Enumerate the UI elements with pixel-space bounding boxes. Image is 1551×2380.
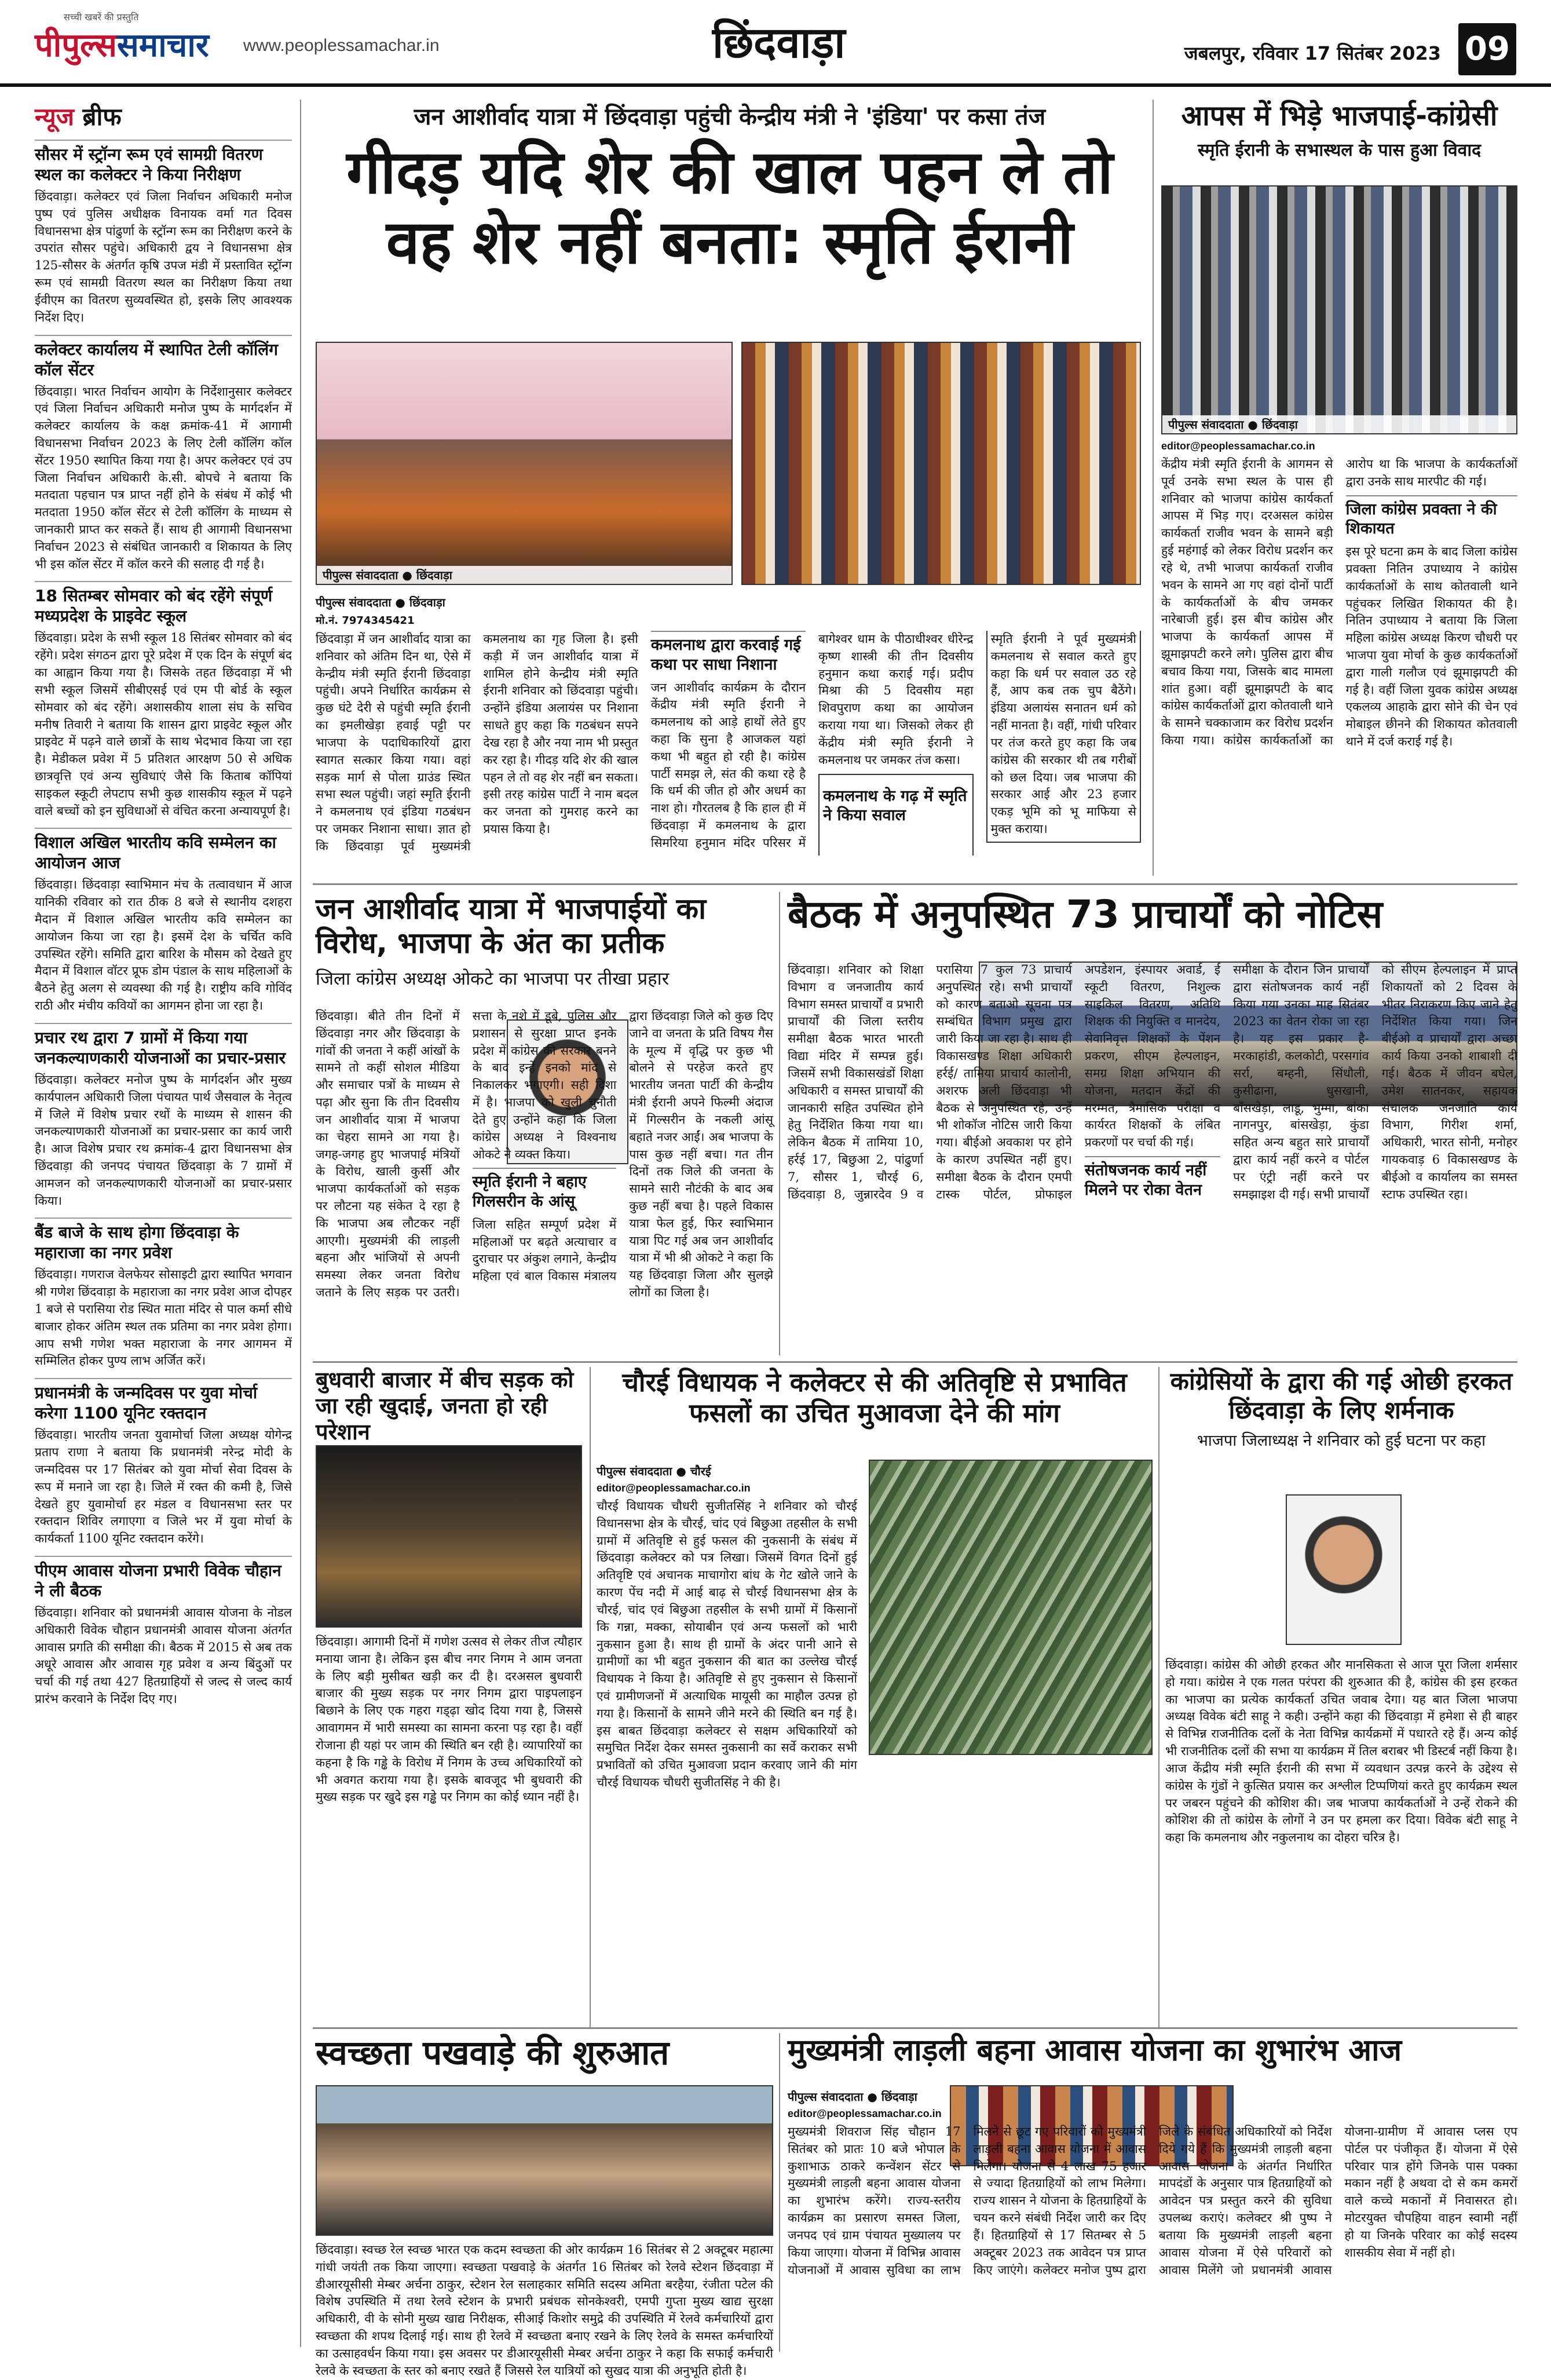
crops-email[interactable]: editor@peoplessamachar.co.in [597,1482,751,1494]
brief-title: कलेक्टर कार्यालय में स्थापित टेली कॉलिंग कॉल सेंटर [35,335,292,380]
road-photo [316,1445,582,1628]
protest-story-text [316,1008,773,1355]
notice-body-2: समीक्षा के दौरान जिन प्राचार्यों द्वारा संतोषजनक कार्य नहीं किया गया उनका माह सितंबर 2023 का वेतन रोका जा रहा है। यह इस प्रकार है- मरकाहांडी, कलकोटी, परसगांव सर्रा, बम्हनी, सिंधौली, कुसीढाना, धुसखानी, बाँसखेड़ा, लाडू, भुम्मा, बांका नागनपुर, बांसखेड़ा, कुंडा सहित अन्य बहुत सारे प्राचार्यों द्वारा कार्य नहीं करने व पोर्टल पर एंट्री नहीं करने पर समझाइश दी गई। सभी प्राचार्यों को सीएम हेल्पलाइन में प्राप्त शिकायतों को 2 दिवस के भीतर निराकरण किए जाने हेतु निर्देशित किया गया। जिन बीईओ व प्राचार्यों द्वारा अच्छा कार्य किया उनको शाबाशी दी गई। बैठक में जीवन बघेल, उमेश सातनकर, सहायक संचालक जनजाति कार्य विभाग, गिरीश शर्मा, अधिकारी, भारत सोनी, मनोहर गायकवाड़ 6 विकासखण्ड के बीईओ व कार्यालय का समस्त स्टाफ उपस्थित रहा। [1233,963,1517,1201]
brief-body: छिंदवाड़ा। गणराज वेलफेयर सोसाइटी द्वारा स्थापित भगवान श्री गणेश छिंदवाड़ा के महाराजा का नगर प्रवेश आज दोपहर 1 बजे से परासिया रोड स्थित माता मंदिर से पाल कर्मा सीधे बाजार होकर अंतिम स्थल तक प्रतिमा का नगर प्रवेश होगा। आप सभी गणेश भक्त महाराजा के नगर आगमन में सम्मिलित होकर पुण्य लाभ अर्जित करें। [35,1267,292,1368]
housing-story-text [788,2085,1517,2352]
news-brief-column [35,100,301,2347]
clash-subhead: जिला कांग्रेस प्रवक्ता ने की शिकायत [1346,495,1518,539]
swachhta-story[interactable] [316,2033,773,2085]
protest-subheadline: जिला कांग्रेस अध्यक्ष ओकटे का भाजपा पर तीखा प्रहार [316,968,670,989]
clash-email[interactable]: editor@peoplessamachar.co.in [1161,440,1315,452]
brief-item[interactable] [35,140,292,327]
column-divider [590,1367,591,2027]
brief-item[interactable] [35,1378,292,1548]
brief-body: छिंदवाड़ा। छिंदवाड़ा स्वाभिमान मंच के तत्वावधान में आज यानिकी रविवार को रात ठीक 8 बजे से स्थानीय दशहरा मैदान में विशाल अखिल भारतीय कवि सम्मेलन का आयोजन किया जा रहा है। इसमें देश के चर्चित कवि उपस्थित रहेंगे। समिति द्वारा बारिश के मौसम को देखते हुए मैदान में विशाल वॉटर प्रूफ डोम पंडाल के साथ महिलाओं के बैठने हेतु अलग से व्यवस्था की गई है। राष्ट्रीय कवि गोविंद राठी और मंचीय कवियों का आगमन होना जा रहा है। [35,878,292,1013]
photo-caption: पीपुल्स संवाददाता ● छिंदवाड़ा [317,566,731,584]
news-brief-heading [35,100,292,133]
swachhta-headline: स्वच्छता पखवाड़े की शुरुआत [316,2033,670,2072]
brief-body: छिंदवाड़ा। कलेक्टर मनोज पुष्प के मार्गदर्शन और मुख्य कार्यपालन अधिकारी जिला पंचायत पार्थ जैसवाल के नेतृत्व में जिले में विशेष प्रचार रथों के माध्यम से शासन की जनकल्याणकारी योजनाओं का प्रचार-प्रसार का कार्य जारी है। आज विशेष प्रचार रथ क्रमांक-4 द्वारा विधानसभा क्षेत्र छिंदवाड़ा की जनपद पंचायत छिंदवाड़ा के 7 ग्रामों में आमजन को जनकल्याणकारी योजनाओं का प्रचार-प्रसार किया। [35,1072,292,1208]
clash-photo [1161,185,1517,434]
protest-columns [316,1008,773,1350]
column-divider [779,2033,780,2352]
housing-columns [788,2123,1517,2349]
clash-body: केंद्रीय मंत्री स्मृति ईरानी के आगमन से पूर्व उनके सभा स्थल के पास ही शनिवार को भाजपा कांग्रेस कार्यकर्ता आपस में भिड़ गए। दरअसल कांग्रेस कार्यकर्ता राजीव भवन के सामने बड़ी हुई महंगाई को लेकर विरोध प्रदर्शन कर रहे थे, तभी भाजपा कार्यकर्ता राजीव भवन के सामने आ गए वहां दोनों पार्टी के कार्यकर्ताओं के बीच जमकर नारेबाजी हुई। इस बीच कांग्रेस और भाजपा के कार्यकर्ता आपस में झूमाझपटी करने लगे। पुलिस द्वारा बीच बचाव किया गया, जिसके बाद मामला शांत हुआ। वहीं झूमाझपटी के बाद कांग्रेस कार्यकर्ताओं द्वारा कोतवाली थाने के सामने चक्काजाम कर विरोध प्रदर्शन किया गया। कांग्रेस कार्यकर्ताओं का आरोप था कि भाजपा के कार्यकर्ताओं द्वारा उनके साथ मारपीट की गई। [1161,457,1517,747]
shameful-story[interactable] [1165,1367,1517,1483]
notice-story-text [788,961,1517,1355]
crops-story[interactable] [597,1367,1153,1460]
shameful-story-text [1165,1657,1517,2027]
lead-headline: गीदड़ यदि शेर की खाल पहन ले तो वह शेर नहीं बनता: स्मृति ईरानी [346,137,1113,277]
clash-headline: आपस में भिड़े भाजपाई-कांग्रेसी [1181,100,1498,132]
brief-body: छिंदवाड़ा। भारत निर्वाचन आयोग के निर्देशानुसार कलेक्टर एवं जिला निर्वाचन अधिकारी मनोज पुष्प के मार्गदर्शन में कलेक्टर कार्यालय के कक्ष क्रमांक-41 में आगामी विधानसभा निर्वाचन 2023 के लिए टेली कॉलिंग कॉल सेंटर 1950 स्थापित किया गया है। अपर कलेक्टर एवं उप जिला निर्वाचन अधिकारी के.सी. बोपचे ने बताया कि मतदाता पहचान पत्र प्राप्त नहीं होने के संबंध में कोई भी मतदाता 1950 कॉल सेंटर से टेली कॉलिंग के माध्यम से जानकारी प्राप्त कर सकते हैं। साथ ही आगामी विधानसभा निर्वाचन 2023 से संबंधित जानकारी व शिकायत के लिए भी इस कॉल सेंटर में कॉल करने की सलाह दी गई है। [35,384,292,571]
swachhta-story-text [316,2242,773,2378]
brief-title: प्रधानमंत्री के जन्मदिवस पर युवा मोर्चा करेगा 1100 यूनिट रक्तदान [35,1378,292,1423]
crops-byline: पीपुल्स संवाददाता ● चौरई [597,1464,711,1478]
crops-headline: चौरई विधायक ने कलेक्टर से की अतिवृष्टि से प्रभावित फसलों का उचित मुआवजा देने की मांग [622,1367,1127,1429]
masthead-tagline: सच्ची खबरें की प्रस्तुति [64,12,139,23]
brief-title: सौसर में स्ट्रॉन्ग रूम एवं सामग्री वितरण स्थल का कलेक्टर ने किया निरीक्षण [35,140,292,185]
shameful-headline: कांग्रेसियों के द्वारा की गई ओछी हरकत छिंदवाड़ा के लिए शर्मनाक [1170,1367,1513,1424]
lead-byline: पीपुल्स संवाददाता ● छिंदवाड़ा [316,595,445,609]
logo-part-1: पीपुल्स [35,27,117,64]
clash-subheadline: स्मृति ईरानी के सभास्थल के पास हुआ विवाद [1197,140,1482,160]
column-divider [779,892,780,1355]
section-divider [313,2027,1517,2029]
lead-crowd-photo [741,342,1141,585]
lead-subhead: कमलनाथ द्वारा करवाई गई कथा पर साधा निशाना [651,631,806,675]
road-headline: बुधवारी बाजार में बीच सड़क को जा रही खुदाई, जनता हो रही परेशान [316,1367,574,1445]
news-brief-heading-black: ब्रीफ [74,103,122,131]
lead-phone: मो.नं. 7974345421 [316,615,415,627]
road-story-text [316,1633,582,1993]
housing-body: मुख्यमंत्री शिवराज सिंह चौहान 17 सितंबर को प्रातः 10 बजे भोपाल के कुशाभाऊ ठाकरे कन्वेंशन सेंटर से मुख्यमंत्री लाड़ली बहना आवास योजना का शुभारंभ करेंगे। राज्य-स्तरीय कार्यक्रम का प्रसारण समस्त जिला, जनपद एवं ग्राम पंचायत मुख्यालय पर किया जाएगा। योजना में विभिन्न आवास योजनाओं में आवास सुविधा का लाभ मिलने से छूट गए परिवारों को मुख्यमंत्री लाड़ली बहना आवास योजना में आवास मिलेगा। योजना से 4 लाख 75 हजार से ज्यादा हितग्राहियों को लाभ मिलेगा। राज्य शासन ने योजना के हितग्राहियों के चयन करने संबंधी निर्देश जारी कर दिए हैं। हितग्राहियों से 17 सितम्बर से 5 अक्टूबर 2023 तक आवेदन पत्र प्राप्त किए जाएंगे। कलेक्टर मनोज पुष्प द्वारा जिले के संबंधित अधिकारियों को निर्देश दिये गये हैं कि मुख्यमंत्री लाड़ली बहना आवास योजना के अंतर्गत निर्धारित मापदंडों के अनुसार पात्र हितग्राहियों को आवेदन पत्र प्रस्तुत करने की सुविधा उपलब्ध कराएं। कलेक्टर श्री पुष्प ने बताया कि मुख्यमंत्री लाड़ली बहना आवास योजना में ऐसे परिवारों को आवास मिलेंगे जो प्रधानमंत्री आवास योजना-ग्रामीण में आवास प्लस एप पोर्टल पर पंजीकृत हैं। योजना में ऐसे परिवार पात्र होंगे जिनके पास पक्का मकान नहीं है अथवा दो से कम कमरों वाले कच्चे मकानों में निवासरत हो। मोटरयुक्त चौपहिया वाहन स्वामी नहीं हो या जिनके परिवार का कोई सदस्य शासकीय सेवा में नहीं हो। [788,2125,1517,2277]
crops-story-text [597,1460,1153,2016]
brief-body: छिंदवाड़ा। कलेक्टर एवं जिला निर्वाचन अधिकारी मनोज पुष्प एवं पुलिस अधीक्षक विनायक वर्मा गत दिवस विधानसभा क्षेत्र पांढुर्णा के स्ट्रॉन्ग रूम का निरीक्षण करने के उपरांत सौसर पहुंचे। अधिकारी द्वय ने विधानसभा क्षेत्र 125-सौसर के अंतर्गत कृषि उपज मंडी में प्रस्तावित स्ट्रॉन्ग रूम एवं सामग्री वितरण स्थल का निरीक्षण किया तथा ईवीएम का वितरण सुव्यवस्थित हो, इसके लिए आवश्यक निर्देश दिए। [35,189,292,324]
shameful-body: छिंदवाड़ा। कांग्रेस की ओछी हरकत और मानसिकता से आज पूरा जिला शर्मसार हो गया। कांग्रेस ने एक गलत परंपरा की शुरुआत की है, कांग्रेस की इस हरकत का भाजपा का प्रत्येक कार्यकर्ता उचित जवाब देगा। यह बात जिला भाजपा अध्यक्ष विवेक बंटी साहू ने कही। उन्होंने कहा की छिंदवाड़ा में हमेशा से ही बाहर से विभिन्न राजनीतिक दलों के नेता विभिन्न कार्यक्रमों में पधारते रहे हैं। अन्य कोई भी राजनीतिक दलों की सभा या कार्यक्रम में तिल बराबर भी डिस्टर्ब नहीं किया है। आज केंद्रीय मंत्री स्मृति ईरानी की सभा में व्यवधान उत्पन्न करने के उद्देश्य से कांग्रेस के गुंडों ने कुत्सित प्रयास कर अश्लील टिप्पणियां करते हुए कार्यक्रम स्थल पर जबरन पहुंचने की कोशिश की। जब भाजपा कार्यकर्ताओं ने उन्हें रोकने की कोशिश की तो कांग्रेस के लोगों ने उन पर हमला कर दिया। विवेक बंटी साहू ने कहा कि कमलनाथ और नकुलनाथ का दोहरा चरित्र है। [1165,1658,1517,1845]
edition-city: छिंदवाड़ा [712,18,846,68]
lead-kicker: जन आशीर्वाद यात्रा में छिंदवाड़ा पहुंची केन्द्रीय मंत्री ने 'इंडिया' पर कसा तंज [414,104,1046,130]
lead-body-2: जन आशीर्वाद कार्यक्रम के दौरान केंद्रीय मंत्री स्मृति ईरानी ने कमलनाथ को आड़े हाथों लेते हुए कहा कि सुना है आजकल यहां कथा भी बहुत हो रही है। कांग्रेस पार्टी समझ ले, संत की कथा रहे है कि धर्म की जीत हो और अधर्म का नाश हो। गौरतलब है कि हाल ही में छिंदवाड़ा में कमलनाथ के द्वारा सिमरिया हनुमान मंदिर परिसर में बागेश्वर धाम के पीठाधीश्वर धीरेन्द्र कृष्ण शास्त्री की तीन दिवसीय हनुमान कथा कराई गई। प्रदीप मिश्रा की 5 दिवसीय महा शिवपुराण कथा का आयोजन कराया गया था। जिसको लेकर ही केंद्रीय मंत्री स्मृति ईरानी ने कमलनाथ पर जमकर तंज कसा। [650,632,974,850]
notice-subhead: संतोषजनक कार्य नहीं मिलने पर रोका वेतन [1085,1156,1220,1200]
masthead [0,0,1551,87]
newspaper-logo[interactable] [35,22,209,66]
brief-item[interactable] [35,828,292,1015]
brief-body: छिंदवाड़ा। भारतीय जनता युवामोर्चा जिला अध्यक्ष योगेन्द्र प्रताप राणा ने बताया कि प्रधानमंत्री नरेन्द्र मोदी के जन्मदिवस पर 17 सितंबर को युवा मोर्चा सेवा दिवस के रूप में मनाने जा रहा है। जिले में रक्त की कमी है, जिसे देखते हुए युवामोर्चा हर मंडल व विधानसभा स्तर पर रक्तदान शिविर लगाएगा व जिले भर में युवा मोर्चा के कार्यकर्ता 1100 यूनिट रक्तदान करेंगे। [35,1428,292,1546]
dateline: जबलपुर, रविवार 17 सितंबर 2023 [1184,42,1441,64]
notice-headline: बैठक में अनुपस्थित 73 प्राचार्यों को नोटिस [788,892,1383,937]
protest-body: छिंदवाड़ा। बीते तीन दिनों में छिंदवाड़ा नगर और छिंदवाड़ा के गांवों की जनता ने कहीं आंखों के सामने तो कहीं सोशल मीडिया और समाचार पत्रों के माध्यम से पढ़ा और सुना कि तीन दिवसीय जन आशीर्वाद यात्रा में भाजपा का चेहरा सामने आ गया है। जगह-जगह हुए भाजपाई मंत्रियों के विरोध, खाली कुर्सी और भाजपा कार्यकर्ताओं को सड़क पर लौटना यह संकेत दे रहा है कि भाजपा अब लौटकर नहीं आएगी। मुख्यमंत्री की लाड़ली बहना और भांजियों से अपनी समस्या लेकर जनता विरोध जताने के लिए सड़क पर उतरी। सत्ता के नशे में डूबे, पुलिस और प्रशासन से सुरक्षा प्राप्त इनके प्रदेश में कांग्रेस की सरकार बनने के बाद इन्हें इनको मांद से निकालकर भगाएगी। सही दिशा में है। भाजपा को खुली चुनौती देते हुए उन्होंने कहा कि जिला कांग्रेस अध्यक्ष ने विश्वनाथ ओकटे ने व्यक्त किया। [316,1009,617,1299]
brief-item[interactable] [35,581,292,820]
clash-body-2: इस पूरे घटना क्रम के बाद जिला कांग्रेस प्रवक्ता नितिन उपाध्याय ने कांग्रेस कार्यकर्ताओं के साथ कोतवाली थाने पहुंचकर लिखित शिकायत की है। नितिन उपाध्याय ने बताया कि जिला महिला कांग्रेस अध्यक्ष किरण चौधरी पर भाजपा युवा मोर्चा के कुछ कार्यकर्ताओं द्वारा गाली गलौज एवं झूमाझपटी की गई है। वहीं जिला युवक कांग्रेस अध्यक्ष एकलव्य आहाके द्वारा सोने की चेन एवं मोबाइल छीनने की शिकायत कोतवाली थाने में दर्ज कराई गई है। [1345,544,1517,749]
notice-body: छिंदवाड़ा। शनिवार को शिक्षा विभाग व जनजातीय कार्य विभाग समस्त प्राचार्यों व प्रभारी प्राचार्यों की जिला स्तरीय समीक्षा बैठक भारत भारती विद्या मंदिर में सम्पन्न हुई। जिसमें सभी विकासखंडों शिक्षा अधिकारी व समस्त प्राचार्यों की जानकारी सहित उपस्थित होने हेतु निर्देशित किया गया था। लेकिन बैठक में तामिया 10, हर्रई 17, बिछुआ 2, पांढुर्णा 7, सौसर 1, चौरई 6, छिंदवाड़ा 8, जुन्नारदेव 9 व परासिया 7 कुल 73 प्राचार्य अनुपस्थित रहे। सभी प्राचार्यों को कारण बताओ सूचना पत्र सम्बंधित विभाग प्रमुख द्वारा जारी किया जा रहा है। साथ ही विकासखण्ड शिक्षा अधिकारी हर्रई/ तामिया प्राचार्य कालोनी, अशरफ अली छिंदवाड़ा भी बैठक से अनुपस्थित रहे, उन्हें भी शोकॉज नोटिस जारी किया गया। बीईओ अवकाश पर होने के कारण उपस्थित नहीं हुए। समीक्षा बैठक के दौरान एमपी टास्क पोर्टल, प्रोफाइल अपडेशन, इंस्पायर अवार्ड, ई स्कूटी वितरण, निशुल्क साइकिल वितरण, अतिथि शिक्षक की नियुक्ति व मानदेय, सेवानिवृत्त शिक्षकों के पेंशन प्रकरण, सीएम हेल्पलाइन, समग्र शिक्षा अभियान की योजना, मतदान केंद्रों की मरम्मत, त्रैमासिक परीक्षा व कार्यरत शिक्षकों के लंबित प्रकरणों पर चर्चा की गई। [788,963,1221,1201]
section-divider [313,1361,1517,1363]
brief-item[interactable] [35,1023,292,1210]
housing-story[interactable] [788,2033,1517,2085]
notice-story[interactable] [788,892,1517,967]
housing-byline: पीपुल्स संवाददाता ● छिंदवाड़ा [788,2090,917,2104]
brief-item[interactable] [35,335,292,573]
shameful-subheadline: भाजपा जिलाध्यक्ष ने शनिवार को हुई घटना पर कहा [1197,1432,1486,1450]
swachhta-group-photo [316,2085,773,2236]
protest-box-title: स्मृति ईरानी ने बहाए गिलसरीन के आंसू [473,1168,617,1212]
column-divider [1158,1367,1159,2027]
brief-title: प्रचार रथ द्वारा 7 ग्रामों में किया गया जनकल्याणकारी योजनाओं का प्रचार-प्रसार [35,1023,292,1068]
brief-body: छिंदवाड़ा। प्रदेश के सभी स्कूल 18 सितंबर सोमवार को बंद रहेंगे। प्रदेश संगठन द्वारा पूरे प्रदेश में एक दिन के संपूर्ण बंद का आह्वान किया गया है। जिसके तहत छिंदवाड़ा में भी सभी स्कूल जिसमें सीबीएसई एवं एम पी बोर्ड के स्कूल सोमवार को बंद रहेंगे। अशासकीय शाला संघ के सचिव मनीष तिवारी ने बताया कि शासन द्वारा प्राइवेट स्कूल और प्राइवेट में पढ़ने वाले छात्रों के साथ भेदभाव किया जा रहा है। मेडीकल प्रवेश में 5 प्रतिशत आरक्षण 50 से अधिक छात्रवृत्ति एवं अन्य सुविधाएं जैसे कि किताब कॉपियां साइकल स्कूटी लेपटाप सभी कुछ शासकीय स्कूल में पढ़ने वाले बच्चों को इन सुविधाओं से वंचित करना अन्यायपूर्ण है। [35,631,292,818]
website-link[interactable]: www.peoplessamachar.in [243,36,440,55]
lead-columns [316,631,1141,874]
lead-body: छिंदवाड़ा में जन आशीर्वाद यात्रा का शनिवार को अंतिम दिन था, ऐसे में केन्द्रीय मंत्री स्मृति ईरानी छिंदवाड़ा पहुंची। अपने निर्धारित कार्यक्रम से कुछ घंटे देरी से पहुंची स्मृति ईरानी का इमलीखेड़ा हवाई पट्टी पर भाजपा के पदाधिकारियों द्वारा स्वागत सत्कार किया गया। वहां सड़क मार्ग से पोला ग्राउंड स्थित सभा स्थल पहुंची। जहां स्मृति ईरानी ने कमलनाथ एवं इंडिया गठबंधन पर जमकर निशाना साधा। ज्ञात हो कि छिंदवाड़ा पूर्व मुख्यमंत्री कमलनाथ का गृह जिला है। इसी कड़ी में जन आशीर्वाद यात्रा में शामिल होने केन्द्रीय मंत्री स्मृति ईरानी शनिवार को छिंदवाड़ा पहुंची। उन्होंने इंडिया अलायंस पर निशाना साधते हुए कहा कि गठबंधन सपने देख रहा है और नया नाम भी प्रस्तुत कर रहा है। गीदड़ यदि शेर की खाल पहन ले तो वह शेर नहीं बन सकता। इसी तरह कांग्रेस पार्टी ने नाम बदल कर जनता को गुमराह करने का प्रयास किया है। [316,632,638,853]
lead-box-body: स्मृति ईरानी ने पूर्व मुख्यमंत्री कमलनाथ से सवाल करते हुए कहा कि धर्म पर सवाल उठ रहे हैं, आप कब तक चुप बैठेंगे। इंडिया अलायंस सनातन धर्म को नहीं मानता है। वहीं, गांधी परिवार पर तंज करते हुए कहा कि जब कांग्रेस की सरकार थी तब गरीबों को छल दिया। जब भाजपा की सरकार आई और 23 हजार एकड़ भूमि को भू माफिया से मुक्त कराया। [990,632,1136,836]
housing-email[interactable]: editor@peoplessamachar.co.in [788,2108,942,2119]
photo-caption: पीपुल्स संवाददाता ● छिंदवाड़ा [1162,415,1516,433]
brief-title: विशाल अखिल भारतीय कवि सम्मेलन का आयोजन आज [35,828,292,873]
brief-item[interactable] [35,1218,292,1370]
brief-body: छिंदवाड़ा। शनिवार को प्रधानमंत्री आवास योजना के नोडल अधिकारी विवेक चौहान प्रधानमंत्री आवास योजना अंतर्गत आवास प्रगति की समीक्षा की। बैठक में 2015 से अब तक अधूरे आवास और आवास गृह प्रवेश व अन्य बिंदुओं पर चर्चा की गई तथा 427 हितग्राहियों से जल्द से जल्द कार्य प्रारंभ करवाने के निर्देश दिए गए। [35,1605,292,1706]
sahu-portrait [1286,1494,1402,1645]
column-divider [1153,100,1154,876]
clash-story-text [1161,440,1517,875]
protest-box-body: जिला सहित सम्पूर्ण प्रदेश में महिलाओं पर बढ़ते अत्याचार व दुराचार पर अंकुश लगाने, केन्द्रीय महिला एवं बाल विकास मंत्रालय द्वारा छिंदवाड़ा जिले को कुछ दिए जाने वा जनता के प्रति विषय गैस के मूल्य में वृद्धि पर कुछ भी बोलने से परहेज करते हुए भारतीय जनता पार्टी की केन्द्रीय मंत्री ईरानी अपने फिल्मी अंदाज में गिल्सरीन के नकली आंसू बहाते नजर आईं। अब भाजपा के पास कुछ नहीं बचा। गत तीन दिनों तक जिले की जनता के सामने सारी नौटंकी के बाद अब कुछ नहीं बचा है। पहले विकास यात्रा फेल हुई, फिर स्वाभिमान यात्रा पिट गई अब जन आशीर्वाद यात्रा में भी श्री ओकटे ने कहा कि यह छिंदवाड़ा जिला और सुलझे लोगों का जिला है। [472,1009,773,1299]
news-brief-heading-red: न्यूज [35,103,74,131]
road-body: छिंदवाड़ा। आगामी दिनों में गणेश उत्सव से लेकर तीज त्यौहार मनाया जाना है। लेकिन इस बीच नगर निगम ने आम जनता के लिए बड़ी मुसीबत खड़ी कर दी है। दरअसल बुधवारी बाजार की मुख्य सड़क पर नगर निगम द्वारा पाइपलाइन बिछाने के लिए एक गहरा गड्ढ़ा खोद दिया गया है, जिससे आवागमन में भारी समस्या का सामना करना पड़ रहा है। वहीं रोजाना ही यहां पर जाम की स्थिति बन रही है। व्यापारियों का कहना है कि गड्ढे के विरोध में निगम के उच्च अधिकारियों को भी अवगत कराया गया है। इसके बावजूद भी बुधवारी की मुख्य सड़क पर खुदे इस गड्ढे पर निगम का कोई ध्यान नहीं है। [316,1635,582,1804]
page-number: 09 [1458,23,1516,75]
brief-title: 18 सितम्बर सोमवार को बंद रहेंगे संपूर्ण मध्यप्रदेश के प्राइवेट स्कूल [35,581,292,626]
protest-headline: जन आशीर्वाद यात्रा में भाजपाईयों का विरोध, भाजपा के अंत का प्रतीक [316,892,707,960]
crops-body: चौरई विधायक चौधरी सुजीतसिंह ने शनिवार को चौरई विधानसभा क्षेत्र के चौरई, चांद एवं बिछुआ तहसील के सभी ग्रामों में अतिवृष्टि से हुई फसल की नुकसानी के संबंध में छिंदवाड़ा कलेक्टर को पत्र लिखा। जिसमें विगत दिनों हुई अतिवृष्टि एवं अचानक माचागोरा बांध के गेट खोले जाने के कारण पेंच नदी में आई बाढ़ से चौरई विधानसभा क्षेत्र के चौरई, चांद एवं बिछुआ तहसील के सभी ग्रामों में किसानों कि गन्ना, मक्का, सोयाबीन एवं अन्य फसलों को भारी नुकसान हुआ है। साथ ही ग्रामों के अंदर पानी आने से ग्रामीणों का भी बहुत नुकसान की बात का उल्लेख चौरई विधायक ने किया है। अतिवृष्टि से हुए नुकसान से किसानों एवं ग्रामीणजनों में अत्याधिक मायूसी का माहौल उत्पन्न हो गया है। किसानों के सामने जीने मरने की स्थिति बन गई है। इस बाबत छिंदवाड़ा कलेक्टर से सक्षम अधिकारियों को समुचित निर्देश देकर समस्त नुकसानी का सर्वे कराकर सभी प्रभावितों को उचित मुआवजा प्रदान करवाए जाने की मांग चौरई विधायक चौधरी सुजीतसिंह ने की है। [597,1499,857,1789]
brief-title: बैंड बाजे के साथ होगा छिंदवाड़ा के महाराजा का नगर प्रवेश [35,1218,292,1263]
notice-columns [788,961,1517,1350]
lead-box-title: कमलनाथ के गढ़ में स्मृति ने किया सवाल [823,787,967,825]
swachhta-body: छिंदवाड़ा। स्वच्छ रेल स्वच्छ भारत एक कदम स्वच्छता की ओर कार्यक्रम 16 सितंबर से 2 अक्टूबर महात्मा गांधी जयंती तक किया जाएगा। स्वच्छता पखवाड़े के अंतर्गत 16 सितंबर को रेलवे स्टेशन छिंदवाड़ा में डीआरयूसीसी मेम्बर अर्चना ठाकुर, स्टेशन रेल सलाहकार समिति सदस्य अमिता बरहैया, रंजीता पटेल की विशेष उपस्थिति में तथा रेलवे स्टेशन के प्रभारी प्रबंधक सोनकेश्वरी, एमपी गुप्ता मुख्य खाद्य सुरक्षा अधिकारी, वी के सोनी मुख्य खाद्य निरीक्षक, सीआई किशोर समुद्रे की उपस्थिति में रेलवे कर्मचारियों द्वारा स्वच्छता की शपथ दिलाई गई। साथ ही रेलवे में स्वच्छता बनाए रखने के लिए रेलवे के समस्त कर्मचारियों का उत्साहवर्धन किया गया। इस अवसर पर डीआरयूसीसी मेम्बर अर्चना ठाकुर ने कहा कि सफाई कर्मचारी रेलवे के स्वच्छता के स्तर को बनाए रखते हैं जिससे रेल यात्रियों को सुखद यात्रा की अनुभूति होती है। [316,2243,773,2378]
logo-part-2: समाचार [116,27,209,64]
clash-columns [1161,456,1517,861]
brief-item[interactable] [35,1556,292,1708]
section-divider [313,883,1517,885]
brief-title: पीएम आवास योजना प्रभारी विवेक चौहान ने ली बैठक [35,1556,292,1601]
lead-stage-photo [316,342,733,585]
housing-headline: मुख्यमंत्री लाड़ली बहना आवास योजना का शुभारंभ आज [788,2033,1402,2068]
lead-story-text [316,591,1141,880]
